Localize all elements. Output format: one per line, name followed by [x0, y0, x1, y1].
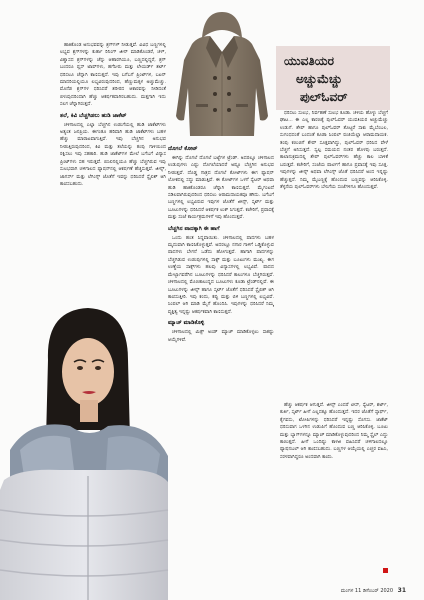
paragraph: ಹಾಕಿಕೊಂಡ ಅನುಭವವನ್ನು ಶ್ರಗ್‌ಗಳ್ ನೀಡುತ್ತವೆ. ವಿವಿಧ ಬಣ್ಣಗಳಲ್ಲಿ ಲಭ್ಯವ ಶ್ರಗ್‌ಗಳನ್ನು ಕುರ್ತಾ ರಿನಿಂಗ್‌ ಜೀನ್ ಮಾಡಿಕೊಂಡರೆ, ಚಳ್, ವಿಶ್ವಾಸದ ಶ್ರಗ್‌ಗಳನ್ನು ಚೆನ್ನು ಆಹಾರಗಿಯೂ, ಬಣ್ಣದಲ್ಲಿದ್ದರೆ, ಶ್ರಗ್‌ ಬಂದರೂ ಪ್ಲಸ್ ಟಾಪ್‌ಗಳು, ಹಗೆಸೀರು ಮತ್ತು ಲೇಯರ್ಡ್ ಶರ್ಟ್‌ ಧರಿಸಲೂ ಚೆನ್ನಾಗಿ ಕಾಣಿಸುತ್ತದೆ. ಇವು ಬಗೆಬಗೆ ಪ್ರಿಂಟ್‌ಗಳ, ಬಟನ್‌ ಮಾದರಿಯಲ್ಲಿಯೂ ಲಭ್ಯವಿರುವುದರಿಂದ, ಹೆಣ್ಣುಮಕ್ಕಳ ಅಚ್ಚುಮೆಚ್ಚು. ಮೊನೆಡ ಶ್ರಗ್‌ಗಳ ಧರಿಸಿದರೆ ಶರೀರದ ಆಕಾರವನ್ನು ನೀಡಿದಂತೆ ಬಿಳುವುದರಿಂದಾಗಿ ಹೆಚ್ಚು ಆಕರ್ಷಕವಾಗಿರಬಹುದು. ಮತ್ತಗಾಗಿ ಇದು ಸಲಗ ಚೆನ್ನಾಗಿರುತ್ತದೆ. [60, 43, 166, 108]
text-column-2 [168, 142, 274, 578]
article-title-line2: ಅಚ್ಚುಮೆಚ್ಚು [296, 72, 343, 86]
article-title-line1: ಯುವತಿಯರ [284, 54, 334, 68]
article-title-box [276, 46, 390, 110]
page-footer [341, 587, 406, 594]
subheading: ತಲೆ, ಕಿವಿ ಬೆಚ್ಚಗಿಡಲು ಹುಡಿ ಜಾಕೆಟ್‌ [60, 112, 127, 119]
woman-in-puffer-jacket-image [0, 300, 170, 600]
page-number: 31 [397, 587, 406, 594]
subheading: ದೊಗಲೆ ಕೋಟ್‌ [168, 146, 198, 152]
paragraph: ಧರಿಸಲು ಸುಲಭ, ನಿರ್ವಹಣೆ ಸುಲಭ ಕೂಡಾ. ಚಳಿಯ ಹೊಳ್ಳು ಬೆಚ್ಚಗೆ ಘಾಟ... ಈ ಎಲ್ಲ ಕಾರಣಕ್ಕೆ ಪುಲ್‌ಓವರ್‌ ಯುವತಿಯರ ಅಚ್ಚುಮೆಚ್ಚು ಉಡುಗೆ. ಶೇಪ್‌ ಹಾಗೂ ಪುಲ್‌ಓವರ್‌ ತೊಟ್ಟರೆ ಸಾಕು ಮೈಬೆಂಬಲ, ಸುಗಂಧದಂತೆ ಬಂದಂತೆ ಕೂಡಾ ಸಿಂಪಲ್‌ ರುಚಿಯೆಲ್ಲಾ ಆರಾಮದಾಯಕ. ತಂಪು ಕಣುಚಿಗೆ ಶೇಪ್‌ ಸೂಕ್ತವಾಗಿದ್ದು, ಪುಲ್‌ಓವರ್‌ ಧರಿಸಿದ ವೇಳೆ ಬೆಚ್ಚಗೆ ಅನಿಸುತ್ತದೆ. ಸ್ವಲ್ಪ ಸಮಯದ ನಂತರ ಹೊಳಪು ಬರುತ್ತದೆ. ಕಾಲಾನುಕ್ರಮದಲ್ಲಿ ಶೇಪ್‌ ಪುಲ್‌ಓವರ್‌ಗಳು ಹೆಚ್ಚು ಕಾಲ ಬಾಳಿಕೆ ಬರುತ್ತವೆ. ಕಚೇರಿಗೆ, ಸಂಜೆಯ ಪಾರ್ಟಿಗೆ ಹಾಗೂ ಪ್ರವಾಸಕ್ಕೆ ಇವು ಸೂಕ್ತ. ಇವುಗಳನ್ನು ಜೀನ್ಸ್‌ ಅಥವಾ ಲೆಗಿಂಗ್ಸ್‌ ಜೊತೆ ಧರಿಸಿದರೆ ಅಂದ ಇನ್ನಷ್ಟು ಹೆಚ್ಚುತ್ತದೆ. ನಿಮ್ಮ ಮೈಬಣ್ಣಕ್ಕೆ ಹೊಂದುವ ಬಣ್ಣವನ್ನು ಆರಿಸಿಕೊಳ್ಳಿ. ತೆಳ್ಳನೆಯ ಪುಲ್‌ಓವರ್‌ಗಳು ಬೇಸಿಗೆಯ ಸಂಜೆಗಳಿಗೂ ಹೊಂದುತ್ತವೆ. [280, 111, 388, 191]
paragraph: ಚಳಿಗಾಲದಲ್ಲಿ ಮಿಕ್ಸ್‌ ಅಂಡ್‌ ಮ್ಯಾಚ್‌ ಮಾಡಿಕೊಳ್ಳಲು ಸಾಕಷ್ಟು ಆಯ್ಕೆಗಳಿವೆ. [168, 330, 274, 343]
paragraph: ಹೆಚ್ಚು ಆಕರ್ಷಕ ಆಗುತ್ತದೆ. ಜೀನ್ಸ್‌ ಎಂದರೆ ಟೀಸ್‌, ಸ್ವೆಟರ್‌, ಶರ್ಟ್‌, ಕುರ್ತಿ, ಸ್ಕರ್ಟ್‌ ಹೀಗೆ ಎಲ್ಲದಕ್ಕೂ ಹೊಂದುತ್ತದೆ. ಇದರ ಜೊತೆಗೆ ಸ್ಕಾರ್ಫ್‌, ಕೈಗವಸು, ಟೋಪಿಗಳನ್ನು ಧರಿಸಿದರೆ ಇನ್ನಷ್ಟು ಸೊಗಸು. ಜಾಕೆಟ್‌ ಧರಿಸುವಾಗ ಒಳಗಿನ ಉಡುಪಿಗೆ ಹೊಂದುವ ಬಣ್ಣ ಆರಿಸಿಕೊಳ್ಳಿ. ಬೂಟು ಮತ್ತು ಬ್ಯಾಗ್‌ಗಳನ್ನೂ ಮ್ಯಾಚ್‌ ಮಾಡಿಕೊಳ್ಳುವುದರಿಂದ ನಿಮ್ಮ ಸ್ಟೈಲ್‌ ಎದ್ದು ಕಾಣುತ್ತದೆ. ಹೀಗೆ ಒಂದಿಷ್ಟು ಕಾಳಜಿ ವಹಿಸಿದರೆ ಚಳಿಗಾಲದಲ್ಲೂ ಫ್ಯಾಷನಬಲ್‌ ಆಗಿ ಕಾಣಿಸಬಹುದು. ಬಣ್ಣಗಳ ಆಯ್ಕೆಯಲ್ಲಿ ಎಚ್ಚರ ವಹಿಸಿ, ಸರಳವಾಗಿದ್ದರೂ ಅಂದವಾಗಿ ಕಾಣಿಸಿ. [280, 403, 388, 460]
issue-date: ಮಂಗಳ 11 ಡಿಸೆಂಬರ್ 2020 [340, 588, 394, 594]
text-column-3 [280, 110, 388, 400]
subheading: ಬೆಚ್ಚಗಿನ ಪಾದಕ್ಕಾಗಿ ಈ ಹಾಗೆ [168, 225, 220, 232]
subheading: ಮ್ಯಾಚ್‌ ಮಾಡಿಕೊಳ್ಳಿ [168, 320, 205, 327]
text-column-3-lower [280, 402, 388, 580]
text-column-1 [60, 42, 166, 334]
article-title-line3: ಪುಲ್‌ಓವರ್ [300, 90, 348, 104]
paragraph: ಒಂದು ಹಂತ ಸಿದ್ಧವಾಯಿತು. ಚಳಿಗಾಲದಲ್ಲಿ ಪಾದಗಳು ಬಹಳ ಮೃದುವಾಗಿ ಕಾಣಿಸಿಕೊಳ್ಳುತ್ತವೆ. ಅದರಲ್ಲೂ ನಗಾರ ಗಾಳಿಗೆ ಒಡ್ಡಿಕೊಳ್ಳುವ ಪಾದಗಳು ಬೇಗನೆ ಒಡೆದು ಹೋಗುತ್ತವೆ. ಹಾಗಾಗಿ ಪಾದಗಳನ್ನು ಬೆಚ್ಚಗಿಡುವ ಉಡುಪುಗಳಲ್ಲಿ ಸಾಕ್ಸ್‌ ಮತ್ತು ಬೂಟುಗಳು ಮುಖ್ಯ. ಈಗ ಉಣ್ಣೆಯ ಸಾಕ್ಸ್‌ಗಳು ಹಲವು ವಿನ್ಯಾಸಗಳಲ್ಲಿ ಲಭ್ಯವಿವೆ. ಪಾದದ ಮೇಲ್ಭಾಗವರೆಗಿನ ಬೂಟುಗಳನ್ನು ಧರಿಸಿದರೆ ಕಾಲುಗಳೂ ಬೆಚ್ಚಗಿರುತ್ತವೆ. ಚಳಿಗಾಲದಲ್ಲಿ ಮೊಣಕಾಲುದ್ದದ ಬೂಟುಗಳು ಕೂಡಾ ಟ್ರೆಂಡ್‌ನಲ್ಲಿವೆ. ಈ ಬೂಟುಗಳನ್ನು ಜೀನ್ಸ್‌ ಹಾಗೂ ಸ್ಕರ್ಟ್‌ ಜೊತೆಗೆ ಧರಿಸಿದರೆ ಸ್ಟೈಲಿಶ್‌ ಆಗಿ ಕಾಣಿಸುತ್ತೀರಿ. ಇವು ಕಂದು, ಕಪ್ಪು ಮತ್ತು ಬಿಳಿ ಬಣ್ಣಗಳಲ್ಲಿ ಲಭ್ಯವಿವೆ. ಸಿಂಪಲ್‌ ಆಗಿ ಮಾಡಿ ಮೈಗೆ ಹೊಂದಿಸಿ. ಇವುಗಳನ್ನು ಧರಿಸಿದರೆ ನಿಮ್ಮ ವ್ಯಕ್ತಿತ್ವ ಇನ್ನಷ್ಟು ಆಕರ್ಷಕವಾಗಿ ಕಾಣಿಸುತ್ತದೆ. [168, 235, 274, 315]
brown-peacoat-image [168, 8, 276, 140]
paragraph: ಈಗಿನ್ನು ದೊಗಲೆ ದೊಗಲೆ ಬಟ್ಟೆಗಳ ಟ್ರೆಂಡ್‌. ಅದರಲ್ಲೂ ಚಳಿಗಾಲದ ಉಡುಪುಗಳು ಎಷ್ಟು ದೊಗಲೆಯಾದರೆ ಅಷ್ಟೂ ಬೆಚ್ಚಗಿನ ಅನುಭವ ನೀಡುತ್ತವೆ. ದೊಡ್ಡ ಗಾತ್ರದ ದೊಗಲೆ ಕೋಟ್‌ಗಳು ಈಗ ಫ್ಯಾಷನ್‌ ಲೋಕದಲ್ಲಿ ಸದ್ದು ಮಾಡುತ್ತಿವೆ. ಈ ಕೋಟ್‌ಗಳ ಒಳಗೆ ಸ್ವೆಟರ್‌ ಅಥವಾ ಹುಡಿ ಹಾಕಿಕೊಂಡರೂ ಚೆನ್ನಾಗಿ ಕಾಣಿಸುತ್ತದೆ. ಮೈಗಂಟದೆ ಸಡಿಲವಾಗಿರುವುದರಿಂದ ಧರಿಸಲು ಆರಾಮದಾಯಕವೂ ಹೌದು. ಬಗೆಬಗೆ ಬಣ್ಣಗಳಲ್ಲಿ ಲಭ್ಯವಿರುವ ಇವುಗಳ ಜೊತೆಗೆ ಜೀನ್ಸ್‌, ಸ್ಕರ್ಟ್‌ ಮತ್ತು ಬೂಟುಗಳನ್ನು ಧರಿಸಿದರೆ ಆಕರ್ಷಕ ಲುಕ್‌ ಸಿಗುತ್ತದೆ. ಕಚೇರಿಗೆ, ಪ್ರವಾಸಕ್ಕೆ ಮತ್ತು ಸಂಜೆ ಕಾರ್ಯಕ್ರಮಗಳಿಗೆ ಇವು ಹೊಂದುತ್ತವೆ. [168, 156, 274, 221]
paragraph: ಚಳಿಗಾಲದಲ್ಲಿ ಎಲ್ಲಾ ಬೆಚ್ಚಗಿನ ಉಡುಗೆಯಲ್ಲಿ ಹುಡಿ ಜಾಕೆಟ್‌ಗಳು ಅತ್ಯಂತ ಜನಪ್ರಿಯ. ಈಗಂತೂ ಹರಿವಾಗಿ ಹುಡಿ ಜಾಕೆಟ್‌ಗಳು ಬಹಳ ಹೆಚ್ಚು ಮಾರಾಟವಾಗುತ್ತಿವೆ. ಇವು ಬೆಚ್ಚಗಿನ ಅನುಭವ ನೀಡುತ್ತಿರುವುದರಿಂದ, ಕಿವಿ ಮತ್ತು ತಲೆಯನ್ನು ತಂಪು ಗಾಳಿಯಿಂದ ರಕ್ಷಿಸಲು ಇವು ಸಹಕಾರಿ. ಹುಡಿ ಜಾಕೆಟ್‌ಗಳ ಮೇಲೆ ಬಗೆಬಗೆ ವಿನ್ಯಾಸ ಪ್ರಿಂಟ್‌ಗಳು ಸಹ ಇರುತ್ತವೆ. ಬಿಸಿಲಿನಲ್ಲಿಯೂ ಹೆಚ್ಚು ಬೆಚ್ಚಗಿರುವ ಇವು ಸುಲಭವಾಗಿ ಚಳಿಗಾಲದ ಫ್ಯಾಷನ್‌ನಲ್ಲಿ ಆಕರ್ಷಣೆ ಹೆಚ್ಚಿಸುತ್ತವೆ. ಜೀನ್ಸ್‌, ಜಾಗರ್ಸ್‌ ಮತ್ತು ಲೆಗಿಂಗ್ಸ್‌ ಜೊತೆಗೆ ಇವನ್ನು ಧರಿಸಿದರೆ ಸ್ಟೈಲಿಶ್‌ ಆಗಿ ಕಾಣಿಸಬಹುದು. [60, 122, 166, 187]
article-end-mark [383, 568, 388, 573]
